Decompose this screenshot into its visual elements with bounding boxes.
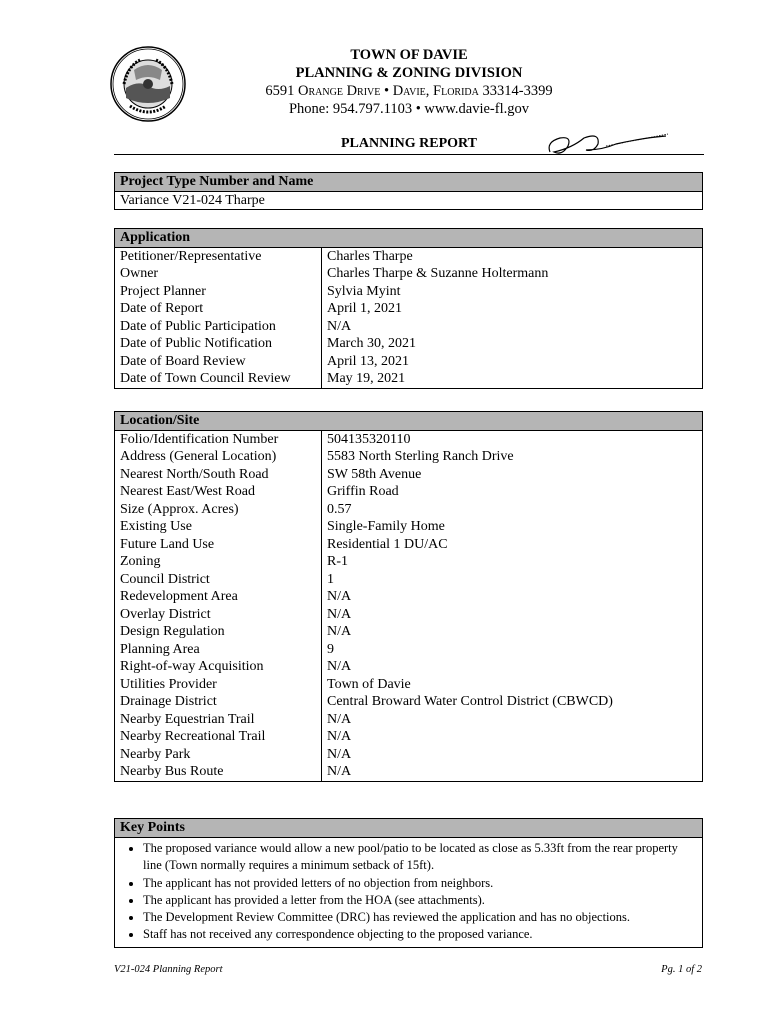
table-row [115,283,703,301]
row-value: Single-Family Home [322,518,703,536]
table-row [115,641,703,659]
row-label: Folio/Identification Number [115,430,322,448]
row-value: May 19, 2021 [322,370,703,388]
row-value: Central Broward Water Control District (CBWCD) [322,693,703,711]
row-value: N/A [322,623,703,641]
row-label: Nearby Equestrian Trail [115,711,322,729]
table-row [115,746,703,764]
contact-line: Phone: 954.797.1103 • www.davie-fl.gov [288,101,529,117]
project-value: Variance V21-024 Tharpe [115,191,703,210]
table-row [115,763,703,781]
row-value: March 30, 2021 [322,335,703,353]
row-value: N/A [322,746,703,764]
row-value: 0.57 [322,501,703,519]
row-value: 9 [322,641,703,659]
address-street: Orange Drive [298,83,381,99]
list-item: • The proposed variance would allow a new pool/patio to be located as close as 5.33ft from the rear property line (Town normally requires a minimum setback of 15ft). [143,840,696,875]
row-label: Date of Town Council Review [115,370,322,388]
row-value: N/A [322,763,703,781]
row-label: Size (Approx. Acres) [115,501,322,519]
list-item: • The applicant has not provided letters of no objection from neighbors. [143,875,696,892]
table-row [115,483,703,501]
row-value: Charles Tharpe & Suzanne Holtermann [322,265,703,283]
row-label: Existing Use [115,518,322,536]
address-number: 6591 [265,83,299,99]
list-item: • Staff has not received any correspondence objecting to the proposed variance. [143,926,696,943]
project-heading: Project Type Number and Name [115,173,703,192]
row-label: Nearest North/South Road [115,466,322,484]
row-value: Sylvia Myint [322,283,703,301]
footer-page-number: Pg. 1 of 2 [661,964,702,975]
row-label: Drainage District [115,693,322,711]
list-item: • The applicant has provided a letter from the HOA (see attachments). [143,892,696,909]
division-name: PLANNING & ZONING DIVISION [295,65,523,81]
footer-document-name: V21-024 Planning Report [114,964,223,975]
row-label: Nearby Park [115,746,322,764]
town-name: TOWN OF DAVIE [350,47,468,63]
table-row [115,430,703,448]
row-value: R-1 [322,553,703,571]
row-value: April 1, 2021 [322,300,703,318]
row-label: Future Land Use [115,536,322,554]
table-row [115,466,703,484]
key-points-box [114,818,703,948]
table-row [115,711,703,729]
row-value: April 13, 2021 [322,353,703,371]
project-table [114,172,703,210]
row-label: Overlay District [115,606,322,624]
row-label: Design Regulation [115,623,322,641]
row-value: 5583 North Sterling Ranch Drive [322,448,703,466]
table-row [115,658,703,676]
application-heading: Application [115,229,703,248]
table-row [115,335,703,353]
table-row [115,623,703,641]
row-label: Nearby Bus Route [115,763,322,781]
list-item: • The Development Review Committee (DRC) has reviewed the application and has no objections. [143,909,696,926]
row-label: Date of Public Participation [115,318,322,336]
table-row [115,247,703,265]
location-heading: Location/Site [115,412,703,431]
row-value: Charles Tharpe [322,247,703,265]
row-label: Date of Board Review [115,353,322,371]
table-row [115,536,703,554]
address-zip: 33314-3399 [478,83,553,99]
row-label: Nearby Recreational Trail [115,728,322,746]
key-points-list [115,838,702,947]
row-label: Planning Area [115,641,322,659]
row-value: 1 [322,571,703,589]
table-row [115,676,703,694]
row-label: Address (General Location) [115,448,322,466]
table-row [115,553,703,571]
row-label: Redevelopment Area [115,588,322,606]
row-label: Zoning [115,553,322,571]
table-row [115,693,703,711]
row-value: N/A [322,606,703,624]
table-row [115,300,703,318]
row-label: Date of Public Notification [115,335,322,353]
table-row [115,370,703,388]
row-label: Nearest East/West Road [115,483,322,501]
row-label: Date of Report [115,300,322,318]
row-label: Council District [115,571,322,589]
key-points-heading: Key Points [115,819,702,838]
report-title: PLANNING REPORT [340,136,477,151]
row-value: Residential 1 DU/AC [322,536,703,554]
row-label: Owner [115,265,322,283]
table-row [115,265,703,283]
row-value: N/A [322,588,703,606]
table-row [115,353,703,371]
row-value: Town of Davie [322,676,703,694]
table-row [115,501,703,519]
row-value: 504135320110 [322,430,703,448]
address-separator: • [380,83,393,99]
table-row [115,588,703,606]
town-seal-logo [110,46,186,122]
address-city: Davie, Florida [392,83,479,99]
row-label: Petitioner/Representative [115,247,322,265]
title-divider [114,154,704,155]
row-value: N/A [322,711,703,729]
row-label: Project Planner [115,283,322,301]
table-row [115,606,703,624]
table-row [115,728,703,746]
table-row [115,571,703,589]
row-value: Griffin Road [322,483,703,501]
table-row [115,448,703,466]
row-value: N/A [322,728,703,746]
row-label: Utilities Provider [115,676,322,694]
location-table [114,411,703,782]
application-table [114,228,703,389]
row-value: N/A [322,318,703,336]
address-line [200,83,618,100]
row-value: N/A [322,658,703,676]
table-row [115,518,703,536]
row-value: SW 58th Avenue [322,466,703,484]
row-label: Right-of-way Acquisition [115,658,322,676]
table-row [115,318,703,336]
